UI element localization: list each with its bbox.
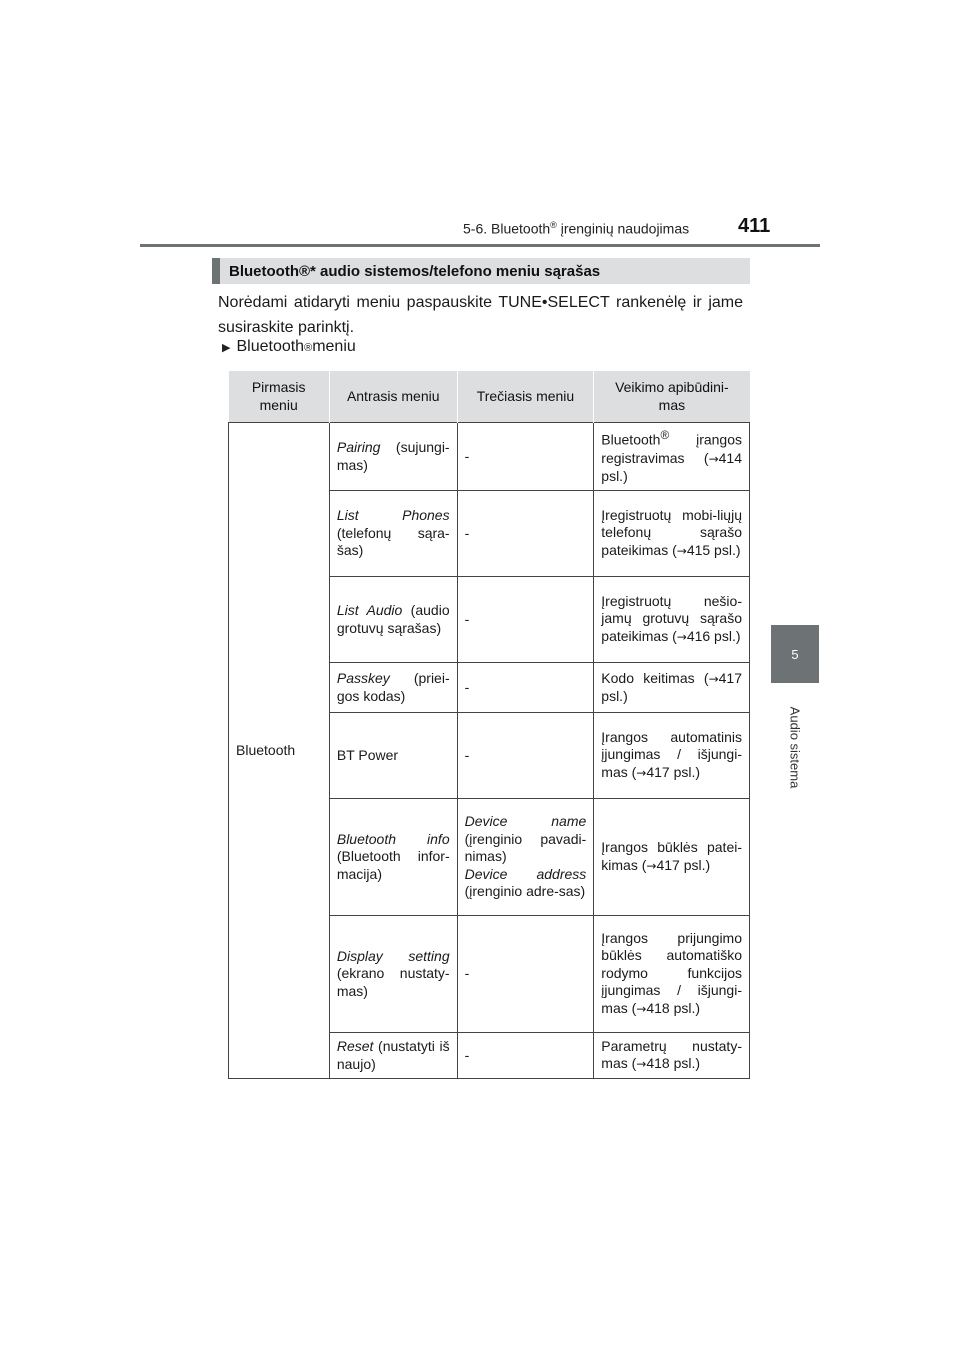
- third-menu-cell: [457, 799, 594, 916]
- header-suffix: įrenginių naudojimas: [556, 220, 690, 237]
- arrow-right-icon: →: [636, 1057, 647, 1071]
- description-text: įrangos registravimas (: [601, 432, 742, 466]
- second-menu-name: List Audio: [336, 602, 403, 618]
- arrow-right-icon: →: [676, 543, 687, 558]
- triangle-right-icon: ▶: [222, 342, 231, 354]
- description-text: Įrangos automatinis įjungimas / išjungi-mas (: [601, 728, 742, 780]
- second-menu-name: Passkey: [336, 670, 390, 686]
- second-menu-translation: (nustatyti iš naujo): [336, 1038, 450, 1072]
- description-cell: [594, 663, 750, 713]
- table-row: [229, 423, 750, 491]
- page-number: 411: [738, 215, 771, 237]
- description-cell: [594, 799, 750, 916]
- bluetooth-menu-table: [228, 371, 750, 1079]
- table-header-row: [229, 371, 750, 423]
- arrow-right-icon: →: [676, 629, 687, 644]
- third-menu-cell: -: [457, 663, 594, 713]
- second-menu-translation: (ekrano nustaty-mas): [336, 965, 450, 999]
- second-menu-cell: [329, 713, 457, 799]
- description-text: Įrangos būklės patei-kimas (: [601, 839, 742, 873]
- second-menu-name: List Phones: [336, 507, 450, 524]
- description-cell: [594, 713, 750, 799]
- third-menu-name: Device name: [464, 813, 587, 830]
- second-menu-cell: [329, 916, 457, 1033]
- description-text: Įregistruotų mobi-liųjų telefonų sąrašo pateikimas (: [601, 506, 742, 558]
- third-menu-cell: -: [457, 491, 594, 577]
- registered-mark: ®: [304, 342, 313, 354]
- description-text: Parametrų nustaty-mas (: [601, 1037, 742, 1071]
- arrow-right-icon: →: [708, 671, 719, 686]
- page-reference: 415 psl.): [686, 541, 741, 558]
- column-header: Veikimo apibūdini-mas: [594, 371, 750, 423]
- third-menu-cell: -: [457, 423, 594, 491]
- description-text: Įregistruotų nešio-jamų grotuvų sąrašo pateikimas (: [601, 592, 742, 644]
- arrow-right-icon: →: [636, 765, 647, 780]
- description-text: Įrangos prijungimo būklės automatiško rodymo funkcijos įjungimas / išjungi-mas (: [601, 929, 742, 1016]
- header-divider: [140, 244, 820, 247]
- subheading-prefix: Bluetooth: [236, 338, 305, 355]
- page-reference: 416 psl.): [686, 627, 741, 644]
- third-menu-cell: -: [457, 916, 594, 1033]
- second-menu-cell: [329, 577, 457, 663]
- intro-paragraph: Norėdami atidaryti meniu paspauskite TUNE•SELECT rankenėlę ir jame susiraskite parinktį.: [218, 294, 743, 336]
- second-menu-name: Reset: [336, 1038, 374, 1054]
- second-menu-cell: [329, 799, 457, 916]
- arrow-right-icon: →: [708, 451, 719, 466]
- description-cell: [594, 423, 750, 491]
- section-title: Bluetooth®* audio sistemos/telefono meniu sąrašas: [229, 262, 601, 280]
- column-header: Trečiasis meniu: [457, 371, 594, 423]
- second-menu-translation: BT Power: [336, 746, 399, 763]
- page-reference: 417 psl.): [601, 669, 742, 704]
- column-header: Antrasis meniu: [329, 371, 457, 423]
- registered-mark: ®: [660, 429, 670, 443]
- page-reference: 414 psl.): [601, 449, 742, 485]
- second-menu-name: Bluetooth info: [336, 830, 450, 847]
- chapter-number: 5: [791, 646, 799, 662]
- first-menu-cell: Bluetooth: [229, 423, 330, 1079]
- chapter-label: Audio sistema: [787, 706, 803, 789]
- arrow-right-icon: →: [646, 858, 657, 873]
- arrow-right-icon: →: [636, 1001, 647, 1016]
- second-menu-translation: (Bluetooth infor-macija): [336, 848, 450, 882]
- second-menu-cell: [329, 423, 457, 491]
- second-menu-name: Pairing: [336, 439, 381, 455]
- subheading: [222, 338, 356, 356]
- description-cell: [594, 1033, 750, 1079]
- second-menu-cell: [329, 663, 457, 713]
- subheading-suffix: meniu: [312, 338, 356, 355]
- page-reference: 417 psl.): [646, 763, 701, 780]
- description-cell: [594, 491, 750, 577]
- third-menu-cell: -: [457, 1033, 594, 1079]
- description-cell: [594, 577, 750, 663]
- second-menu-name: Display setting: [336, 947, 450, 964]
- description-text: Kodo keitimas (: [601, 669, 709, 686]
- column-header: Pirmasis meniu: [229, 371, 330, 423]
- second-menu-translation: (priei-gos kodas): [336, 670, 450, 704]
- page-reference: 418 psl.): [646, 1055, 701, 1071]
- second-menu-translation: (telefonų sąra-šas): [336, 524, 450, 559]
- running-header: [463, 220, 689, 237]
- chapter-tab: [771, 625, 819, 683]
- third-menu-cell: -: [457, 577, 594, 663]
- second-menu-translation: (sujungi-mas): [336, 439, 450, 473]
- page-reference: 418 psl.): [646, 999, 701, 1016]
- third-menu-cell: -: [457, 713, 594, 799]
- description-cell: [594, 916, 750, 1033]
- third-menu-translation: (įrenginio pavadi-nimas): [464, 830, 587, 865]
- third-menu-translation: (įrenginio adre-sas): [464, 883, 586, 900]
- third-menu-name: Device address: [464, 865, 587, 882]
- page-reference: 417 psl.): [656, 856, 711, 873]
- header-prefix: 5-6. Bluetooth: [463, 220, 551, 237]
- description-prefix: Bluetooth: [601, 432, 661, 449]
- section-title-bar: [212, 258, 750, 284]
- registered-mark: ®: [550, 220, 557, 230]
- second-menu-cell: [329, 491, 457, 577]
- second-menu-translation: (audio grotuvų sąrašas): [336, 602, 450, 636]
- second-menu-cell: [329, 1033, 457, 1079]
